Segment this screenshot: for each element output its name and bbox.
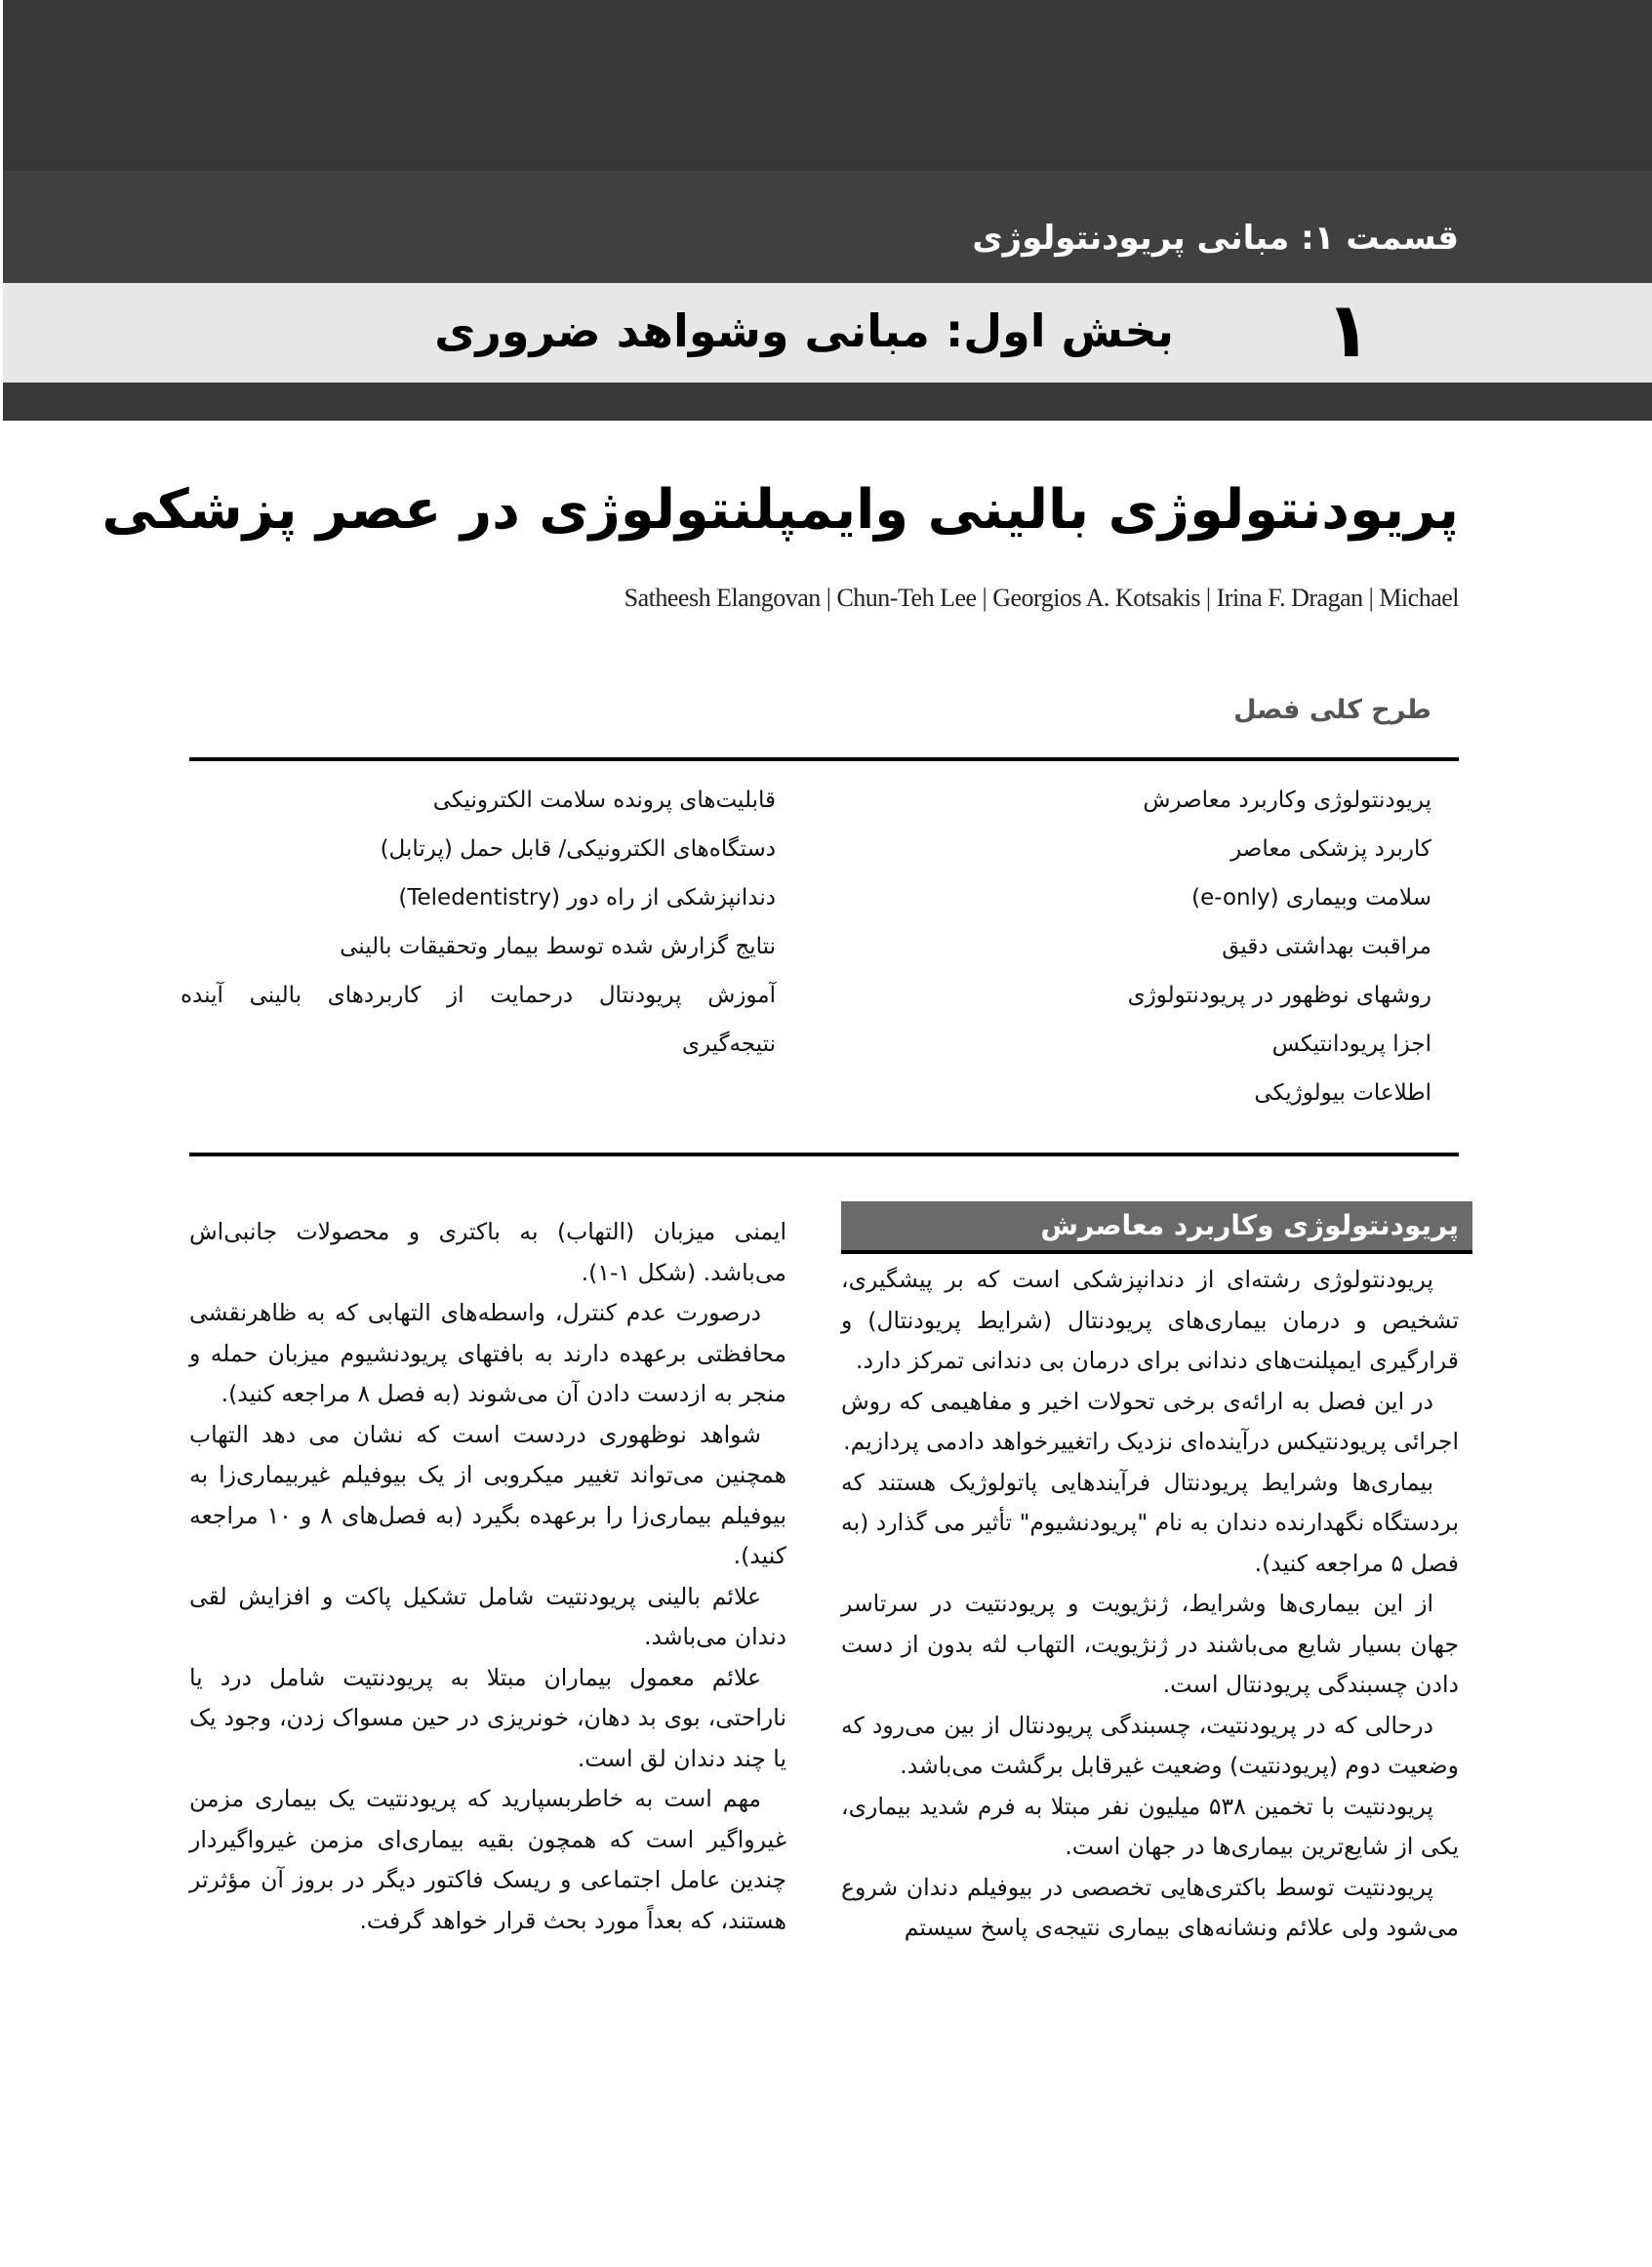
outline-item: قابلیت‌های پرونده سلامت الکترونیکی	[432, 788, 776, 813]
outline-item: مراقبت بهداشتی دقیق	[1222, 934, 1431, 959]
body-column-right	[841, 1260, 1459, 1949]
paragraph: ایمنی میزبان (التهاب) به باکتری و محصولات جانبی‌اش می‌باشد. (شکل ۱-۱).	[189, 1218, 786, 1286]
part-title: قسمت ۱: مبانی پریودنتولوژی	[972, 219, 1459, 258]
authors-line: Satheesh Elangovan | Chun-Teh Lee | Georgios A. Kotsakis | Irina F. Dragan | Michael	[624, 584, 1459, 612]
chapter-title: پریودنتولوژی بالینی وایمپلنتولوژی در عصر پزشکی	[101, 478, 1459, 542]
paragraph: علائم بالینی پریودنتیت شامل تشکیل پاکت و افزایش لقی دندان می‌باشد.	[189, 1582, 786, 1650]
outline-heading: طرح کلی فصل	[1233, 695, 1431, 725]
paragraph: در این فصل به ارائه‌ی برخی تحولات اخیر و مفاهیمی که روش اجرائی پریودنتیکس درآینده‌ای نزدیک راتغییرخواهد دادمی پردازیم.	[841, 1387, 1459, 1455]
paragraph: درحالی که در پریودنتیت، چسبندگی پریودنتال از بین می‌رود که وضعیت دوم (پریودنتیت) وضعیت غیرقابل برگشت می‌باشد.	[841, 1711, 1459, 1779]
outline-item: روشهای نوظهور در پریودنتولوژی	[1127, 983, 1431, 1008]
paragraph: مهم است به خاطربسپارید که پریودنتیت یک بیماری مزمن غیرواگیر است که همچون بقیه بیماری‌ای مزمن غیرواگیردار چندین عامل اجتماعی و ریسک فاکتور دیگر در بروز آن مؤثرتر هستند، که بعداً مورد بحث قرار خواهد گرفت.	[189, 1785, 786, 1934]
header-bottom-band	[3, 383, 1652, 421]
outline-item: دستگاه‌های الکترونیکی/ قابل حمل (پرتابل)	[380, 836, 776, 862]
paragraph: شواهد نوظهوری دردست است که نشان می دهد التهاب همچنین می‌تواند تغییر میکروبی از یک بیوفیلم غیربیماری‌زا به بیوفیلم بیماری‌زا را برعهده بگیرد (به فصل‌های ۸ و ۱۰ مراجعه کنید).	[189, 1420, 786, 1569]
paragraph: درصورت عدم کنترل، واسطه‌های التهابی که به ظاهرنقشی محافظتی برعهده دارند به بافتهای پریودنشیوم میزبان حمله و منجر به ازدست دادن آن می‌شوند (به فصل ۸ مراجعه کنید).	[189, 1299, 786, 1407]
paragraph: پریودنتیت توسط باکتری‌هایی تخصصی در بیوفیلم دندان شروع می‌شود ولی علائم ونشانه‌های بیماری نتیجه‌ی پاسخ سیستم	[841, 1873, 1459, 1941]
outline-list-right	[885, 776, 1431, 1117]
paragraph: علائم معمول بیماران مبتلا به پریودنتیت شامل درد یا ناراحتی، بوی بد دهان، خونریزی در حین مسواک زدن، وجود یک یا چند دندان لق است.	[189, 1663, 786, 1772]
outline-item: کاربرد پزشکی معاصر	[1230, 836, 1431, 862]
outline-item: اجزا پریودانتیکس	[1271, 1032, 1431, 1057]
outline-top-rule	[189, 757, 1459, 761]
header-top-band	[3, 0, 1652, 171]
outline-item: اطلاعات بیولوژیکی	[1254, 1080, 1431, 1106]
section-header-text: پریودنتولوژی وکاربرد معاصرش	[1040, 1209, 1459, 1241]
chapter-number: ۱	[1325, 287, 1372, 375]
outline-item: آموزش پریودنتال درحمایت از کاربردهای بالینی آینده	[181, 983, 776, 1008]
section-title: بخش اول: مبانی وشواهد ضروری	[434, 304, 1174, 357]
paragraph: پریودنتولوژی رشته‌ای از دندانپزشکی است که بر پیشگیری، تشخیص و درمان بیماری‌های پریودنتال (شرایط پریودنتال) و قرارگیری ایمپلنت‌های دندانی برای درمان بی دندانی تمرکز دارد.	[841, 1266, 1459, 1374]
body-column-left	[189, 1212, 786, 1941]
paragraph: از این بیماری‌ها وشرایط، ژنژیویت و پریودنتیت در سرتاسر جهان بسیار شایع می‌باشند در ژنژیویت، التهاب لثه بدون از دست دادن چسبندگی پریودنتال است.	[841, 1590, 1459, 1698]
outline-item: دندانپزشکی از راه دور (Teledentistry)	[398, 885, 776, 911]
outline-bottom-rule	[189, 1153, 1459, 1156]
outline-item: سلامت وبیماری (e-only)	[1191, 885, 1431, 911]
outline-item: پریودنتولوژی وکاربرد معاصرش	[1143, 788, 1431, 813]
paragraph: بیماری‌ها وشرایط پریودنتال فرآیندهایی پاتولوژیک هستند که بردستگاه نگهدارنده دندان به نام "پریودنشیوم" تأثیر می گذارد (به فصل ۵ مراجعه کنید).	[841, 1468, 1459, 1577]
outline-item: نتیجه‌گیری	[681, 1032, 776, 1057]
section-header-bar	[841, 1201, 1472, 1254]
outline-list-left	[181, 776, 776, 1069]
paragraph: پریودنتیت با تخمین ۵۳۸ میلیون نفر مبتلا به فرم شدید بیماری، یکی از شایع‌ترین بیماری‌ها در جهان است.	[841, 1792, 1459, 1860]
outline-item: نتایج گزارش شده توسط بیمار وتحقیقات بالینی	[340, 934, 776, 959]
